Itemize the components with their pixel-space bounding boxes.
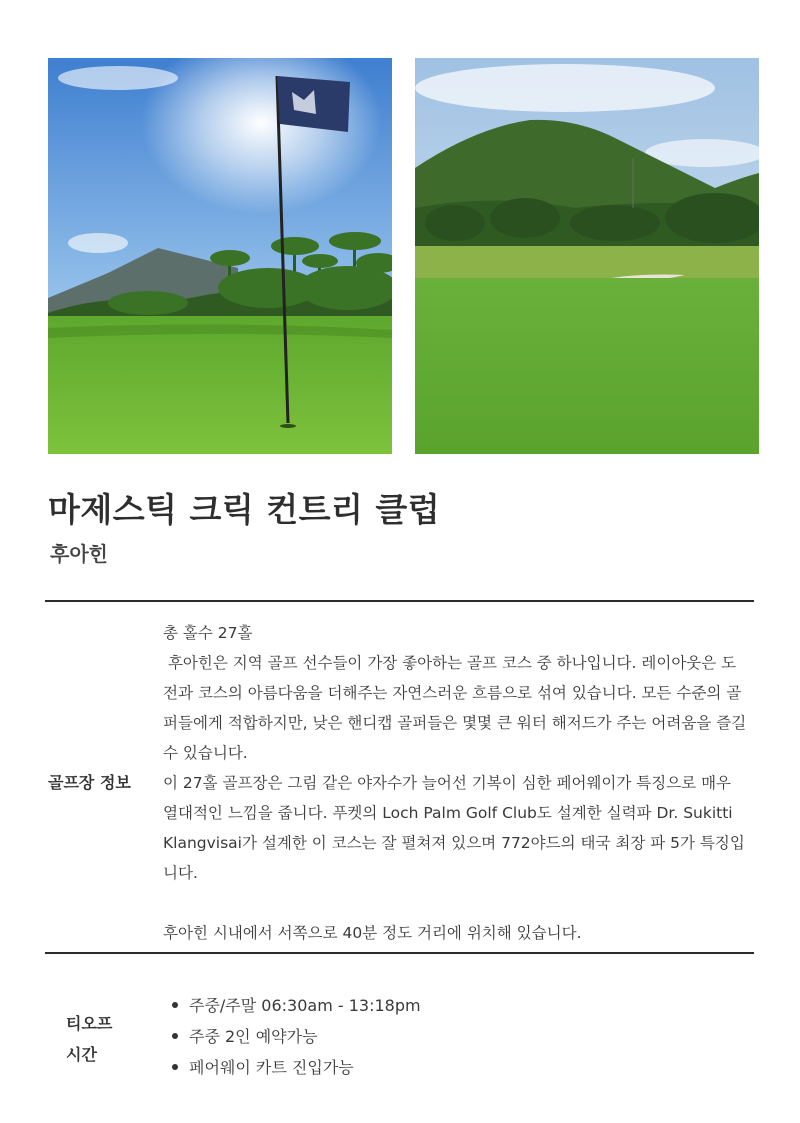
paragraph-spacer xyxy=(163,888,748,918)
divider-middle xyxy=(45,952,754,954)
tee-time-item: 주중/주말 06:30am - 13:18pm xyxy=(172,990,421,1021)
tee-time-label-line1: 티오프 xyxy=(66,1014,113,1033)
tee-time-label-line2: 시간 xyxy=(66,1045,97,1064)
tee-cart-item: 페어웨이 카트 진입가능 xyxy=(172,1052,421,1083)
course-region: 후아힌 xyxy=(50,542,108,566)
info-paragraph-design: 이 27홀 골프장은 그림 같은 야자수가 늘어선 기복이 심한 페어웨이가 특징으로 매우 열대적인 느낌을 줍니다. 푸켓의 Loch Palm Golf Club도 설계한 실력파 Dr. Sukitti Klangvisai가 설계한 이 코스는 잘 펼쳐져 있으며 772야드의 태국 최장 파 5가 특징입니다. xyxy=(163,774,745,882)
info-paragraph-location: 후아힌 시내에서 서쪽으로 40분 정도 거리에 위치해 있습니다. xyxy=(163,924,582,942)
course-info-text xyxy=(163,618,752,948)
tee-booking-item: 주중 2인 예약가능 xyxy=(172,1021,421,1052)
course-photo-flag xyxy=(48,58,392,454)
info-section-label: 골프장 정보 xyxy=(48,773,131,792)
course-title: 마제스틱 크릭 컨트리 클럽 xyxy=(48,490,441,529)
tee-time-list xyxy=(172,990,421,1083)
divider-top xyxy=(45,600,754,602)
course-photo-fairway xyxy=(415,58,759,454)
info-paragraph-overview: 후아힌은 지역 골프 선수들이 가장 좋아하는 골프 코스 중 하나입니다. 레이아웃은 도전과 코스의 아름다움을 더해주는 자연스러운 흐름으로 섞여 있습니다. 모든 수준의 골퍼들에게 적합하지만, 낮은 핸디캡 골퍼들은 몇몇 큰 워터 해저드가 주는 어려움을 즐길 수 있습니다. xyxy=(163,654,752,762)
info-hole-count: 총 홀수 27홀 xyxy=(163,624,253,642)
